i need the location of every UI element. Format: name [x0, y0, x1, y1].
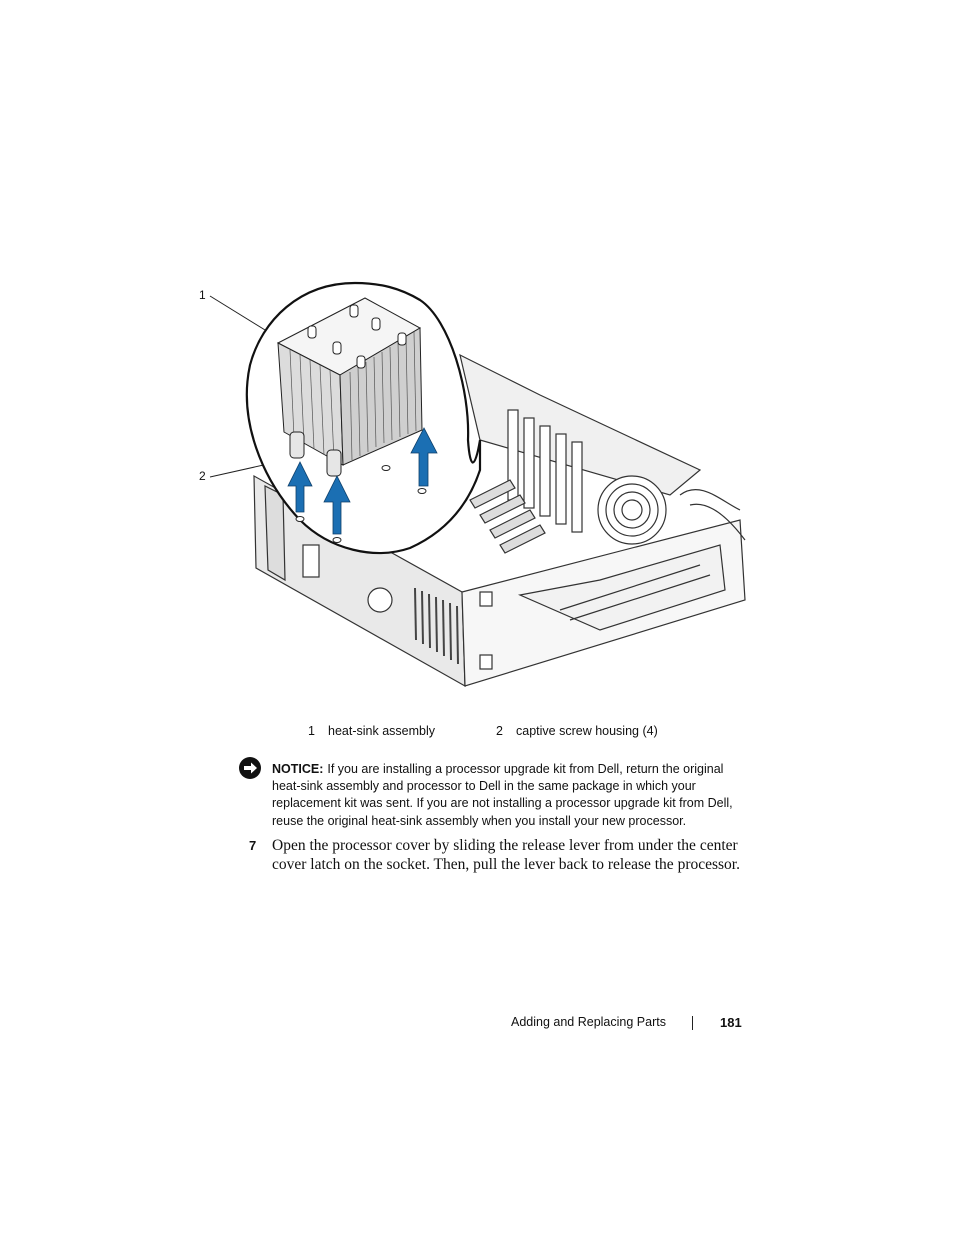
legend-label: captive screw housing (4): [516, 724, 658, 738]
step-number: 7: [249, 838, 257, 853]
notice-icon: [238, 756, 262, 780]
heat-sink-removal-illustration: [190, 270, 760, 700]
legend-label: heat-sink assembly: [328, 724, 435, 738]
legend-number: 1: [308, 724, 315, 738]
callout-2: 2: [199, 469, 206, 483]
notice-body: If you are installing a processor upgrade kit from Dell, return the original heat-sink assembly and processor to Dell in the same package in which your replacement kit was sent. If you are not installing a processor upgrade kit from Dell, reuse the original heat-sink assembly when you install your new processor.: [272, 762, 733, 828]
footer-divider: [692, 1016, 693, 1030]
step-text: Open the processor cover by sliding the release lever from under the center cover latch on the socket. Then, pull the lever back to release the processor.: [272, 837, 740, 873]
legend-item-1: [308, 724, 435, 738]
page-number: 181: [720, 1015, 742, 1030]
notice-text-block: [272, 761, 742, 830]
callout-1: 1: [199, 288, 206, 302]
footer-section-title: Adding and Replacing Parts: [511, 1015, 666, 1029]
legend-item-2: [496, 724, 658, 738]
legend-number: 2: [496, 724, 503, 738]
notice-label: NOTICE:: [272, 762, 324, 776]
